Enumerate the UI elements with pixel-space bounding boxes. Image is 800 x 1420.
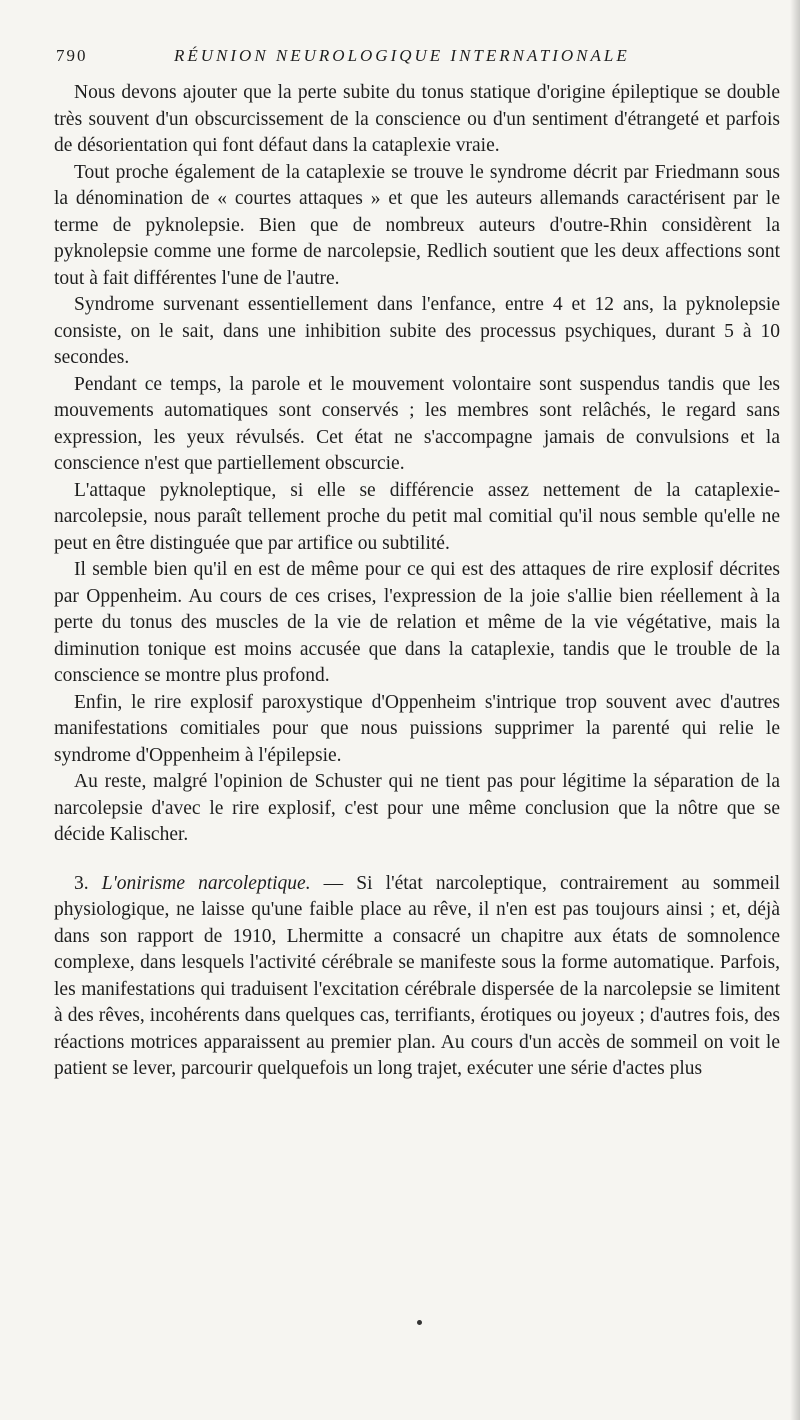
paragraph: Syndrome survenant essentiellement dans l'enfance, entre 4 et 12 ans, la pyknolepsie consiste, on le sait, dans une inhibition subite des processus psychiques, durant 5 à 10 secondes. (54, 294, 780, 368)
paragraph: Enfin, le rire explosif paroxystique d'Oppenheim s'intrique trop souvent avec d'autres manifestations comitiales pour que nous puissions supprimer la parenté qui relie le syndrome d'Oppenheim à l'épilepsie. (54, 691, 780, 766)
section-number: 3. (74, 872, 89, 894)
section-title: L'onirisme narcoleptique. (101, 872, 311, 894)
paragraph: Nous devons ajouter que la perte subite du tonus statique d'origine épileptique se double très souvent d'un obscurcissement de la conscience ou d'un sentiment d'étrangeté et parfois de désorientation qui font défaut dans la cataplexie vraie. (54, 82, 780, 156)
paragraph: L'attaque pyknoleptique, si elle se différencie assez nettement de la cataplexie-narcolepsie, nous paraît tellement proche du petit mal comitial qu'il nous semble qu'elle ne peut en être distinguée que par artifice ou subtilité. (54, 479, 780, 554)
section-paragraph (54, 871, 780, 1083)
page-edge-shadow (790, 0, 800, 1420)
paragraph: Au reste, malgré l'opinion de Schuster qui ne tient pas pour légitime la séparation de la narcolepsie d'avec le rire explosif, c'est pour une même conclusion que la nôtre que se décide Kalischer. (54, 771, 780, 845)
body-text (54, 80, 780, 1083)
page-number: 790 (56, 46, 88, 65)
section-text: — Si l'état narcoleptique, contrairement au sommeil physiologique, ne laisse qu'une faible place au rêve, il n'en est pas toujours ainsi ; et, déjà dans son rapport de 1910, Lhermitte a consacré un chapitre aux états de somnolence complexe, dans lesquels l'activité cérébrale se manifeste sous la forme automatique. Parfois, les manifestations qui traduisent l'excitation cérébrale dispersée de la narcolepsie se limitent à des rêves, incohérents dans quelques cas, terrifiants, érotiques ou joyeux ; d'autres fois, des réactions motrices apparaissent au premier plan. Au cours d'un accès de sommeil on voit le patient se lever, parcourir quelquefois un long trajet, exécuter une série d'actes plus (54, 872, 780, 1079)
running-title: RÉUNION NEUROLOGIQUE INTERNATIONALE (174, 46, 630, 65)
ink-dot (417, 1320, 422, 1325)
paragraph: Il semble bien qu'il en est de même pour ce qui est des attaques de rire explosif décrites par Oppenheim. Au cours de ces crises, l'expression de la joie s'allie bien réellement à la perte du tonus des muscles de la vie de relation et même de la vie végétative, mais la diminution tonique est moins accusée que dans la cataplexie, tandis que le trouble de la conscience se montre plus profond. (54, 559, 780, 686)
paragraph: Pendant ce temps, la parole et le mouvement volontaire sont suspendus tandis que les mouvements automatiques sont conservés ; les membres sont relâchés, le regard sans expression, les yeux révulsés. Cet état ne s'accompagne jamais de convulsions et la conscience n'est que partiellement obscurcie. (54, 373, 780, 474)
page-header (56, 46, 772, 72)
paragraph: Tout proche également de la cataplexie se trouve le syndrome décrit par Friedmann sous la dénomination de « courtes attaques » et que les auteurs allemands caractérisent par le terme de pyknolepsie. Bien que de nombreux auteurs d'outre-Rhin considèrent la pyknolepsie comme une forme de narcolepsie, Redlich soutient que les deux affections sont tout à fait différentes l'une de l'autre. (54, 161, 780, 289)
section-gap (54, 849, 780, 871)
